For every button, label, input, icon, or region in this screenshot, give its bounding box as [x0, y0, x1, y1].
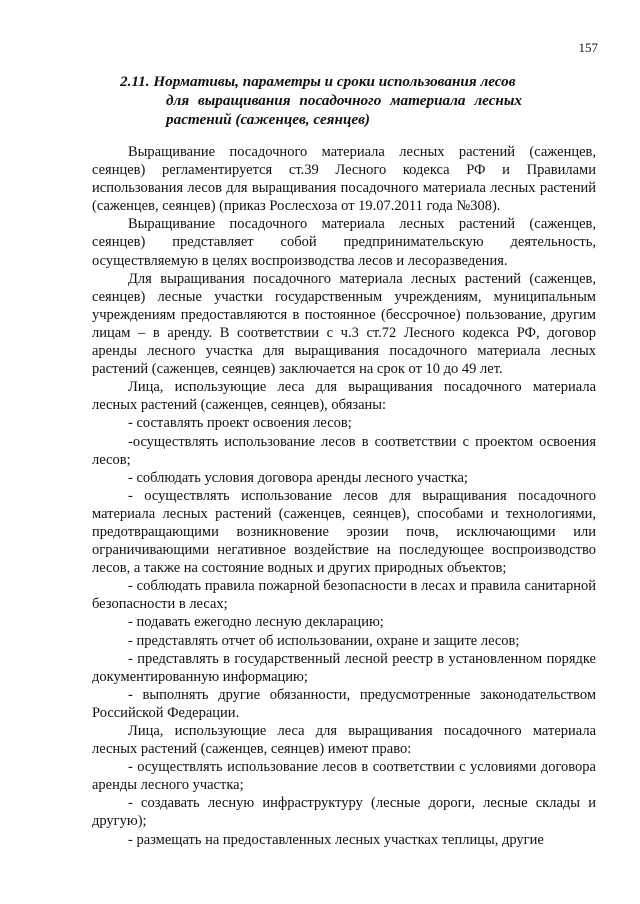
- paragraph: Лица, использующие леса для выращивания посадочного материала лесных растений (саженцев, сеянцев), обязаны:: [92, 379, 596, 414]
- paragraph: Лица, использующие леса для выращивания посадочного материала лесных растений (саженцев, сеянцев) имеют право:: [92, 723, 596, 758]
- heading-line-3: растений (саженцев, сеянцев): [166, 111, 370, 128]
- list-item: - представлять в государственный лесной реестр в установленном порядке документированную информацию;: [92, 650, 596, 685]
- paragraph: Выращивание посадочного материала лесных растений (саженцев, сеянцев) регламентируется ст.39 Лесного кодекса РФ и Правилами использования лесов для выращивания посадочного материала лесных растений (саженцев, сеянцев) (приказ Рослесхоза от 19.07.2011 года №308).: [92, 144, 596, 215]
- heading-line-2: для выращивания посадочного материала лесных: [166, 92, 522, 109]
- list-item: - осуществлять использование лесов в соответствии с условиями договора аренды лесного участка;: [92, 759, 596, 794]
- list-item: - размещать на предоставленных лесных участках теплицы, другие: [128, 831, 544, 848]
- list-item: - составлять проект освоения лесов;: [128, 415, 352, 432]
- page-number: 157: [578, 40, 598, 55]
- list-item: - осуществлять использование лесов для выращивания посадочного материала лесных растений (саженцев, сеянцев), способами и технологиями, предотвращающими возникновение эрозии почв, исключающими или ограничивающими негативное воздействие на последующее воспроизводство лесов, а также на состояние водных и других природных объектов;: [92, 487, 596, 577]
- paragraph: Выращивание посадочного материала лесных растений (саженцев, сеянцев) представляет собой предпринимательскую деятельность, осуществляемую в целях воспроизводства лесов и лесоразведения.: [92, 216, 596, 269]
- list-item: - подавать ежегодно лесную декларацию;: [128, 614, 384, 631]
- list-item: - соблюдать условия договора аренды лесного участка;: [128, 469, 468, 486]
- list-item: - представлять отчет об использовании, охране и защите лесов;: [128, 632, 520, 649]
- list-item: - выполнять другие обязанности, предусмотренные законодательством Российской Федерации.: [92, 686, 596, 721]
- heading-line-1: 2.11. Нормативы, параметры и сроки использования лесов: [120, 73, 516, 90]
- body-text: [92, 143, 596, 849]
- list-item: - создавать лесную инфраструктуру (лесные дороги, лесные склады и другую);: [92, 795, 596, 830]
- paragraph: Для выращивания посадочного материала лесных растений (саженцев, сеянцев) лесные участки государственным учреждениям, муниципальным учреждениям предоставляются в постоянное (бессрочное) пользование, другим лицам – в аренду. В соответствии с ч.3 ст.72 Лесного кодекса РФ, договор аренды лесного участка для выращивания посадочного материала лесных растений (саженцев, сеянцев) заключается на срок от 10 до 49 лет.: [92, 270, 596, 378]
- list-item: -осуществлять использование лесов в соответствии с проектом освоения лесов;: [92, 433, 596, 468]
- section-heading: [120, 72, 522, 129]
- list-item: - соблюдать правила пожарной безопасности в лесах и правила санитарной безопасности в лесах;: [92, 578, 596, 613]
